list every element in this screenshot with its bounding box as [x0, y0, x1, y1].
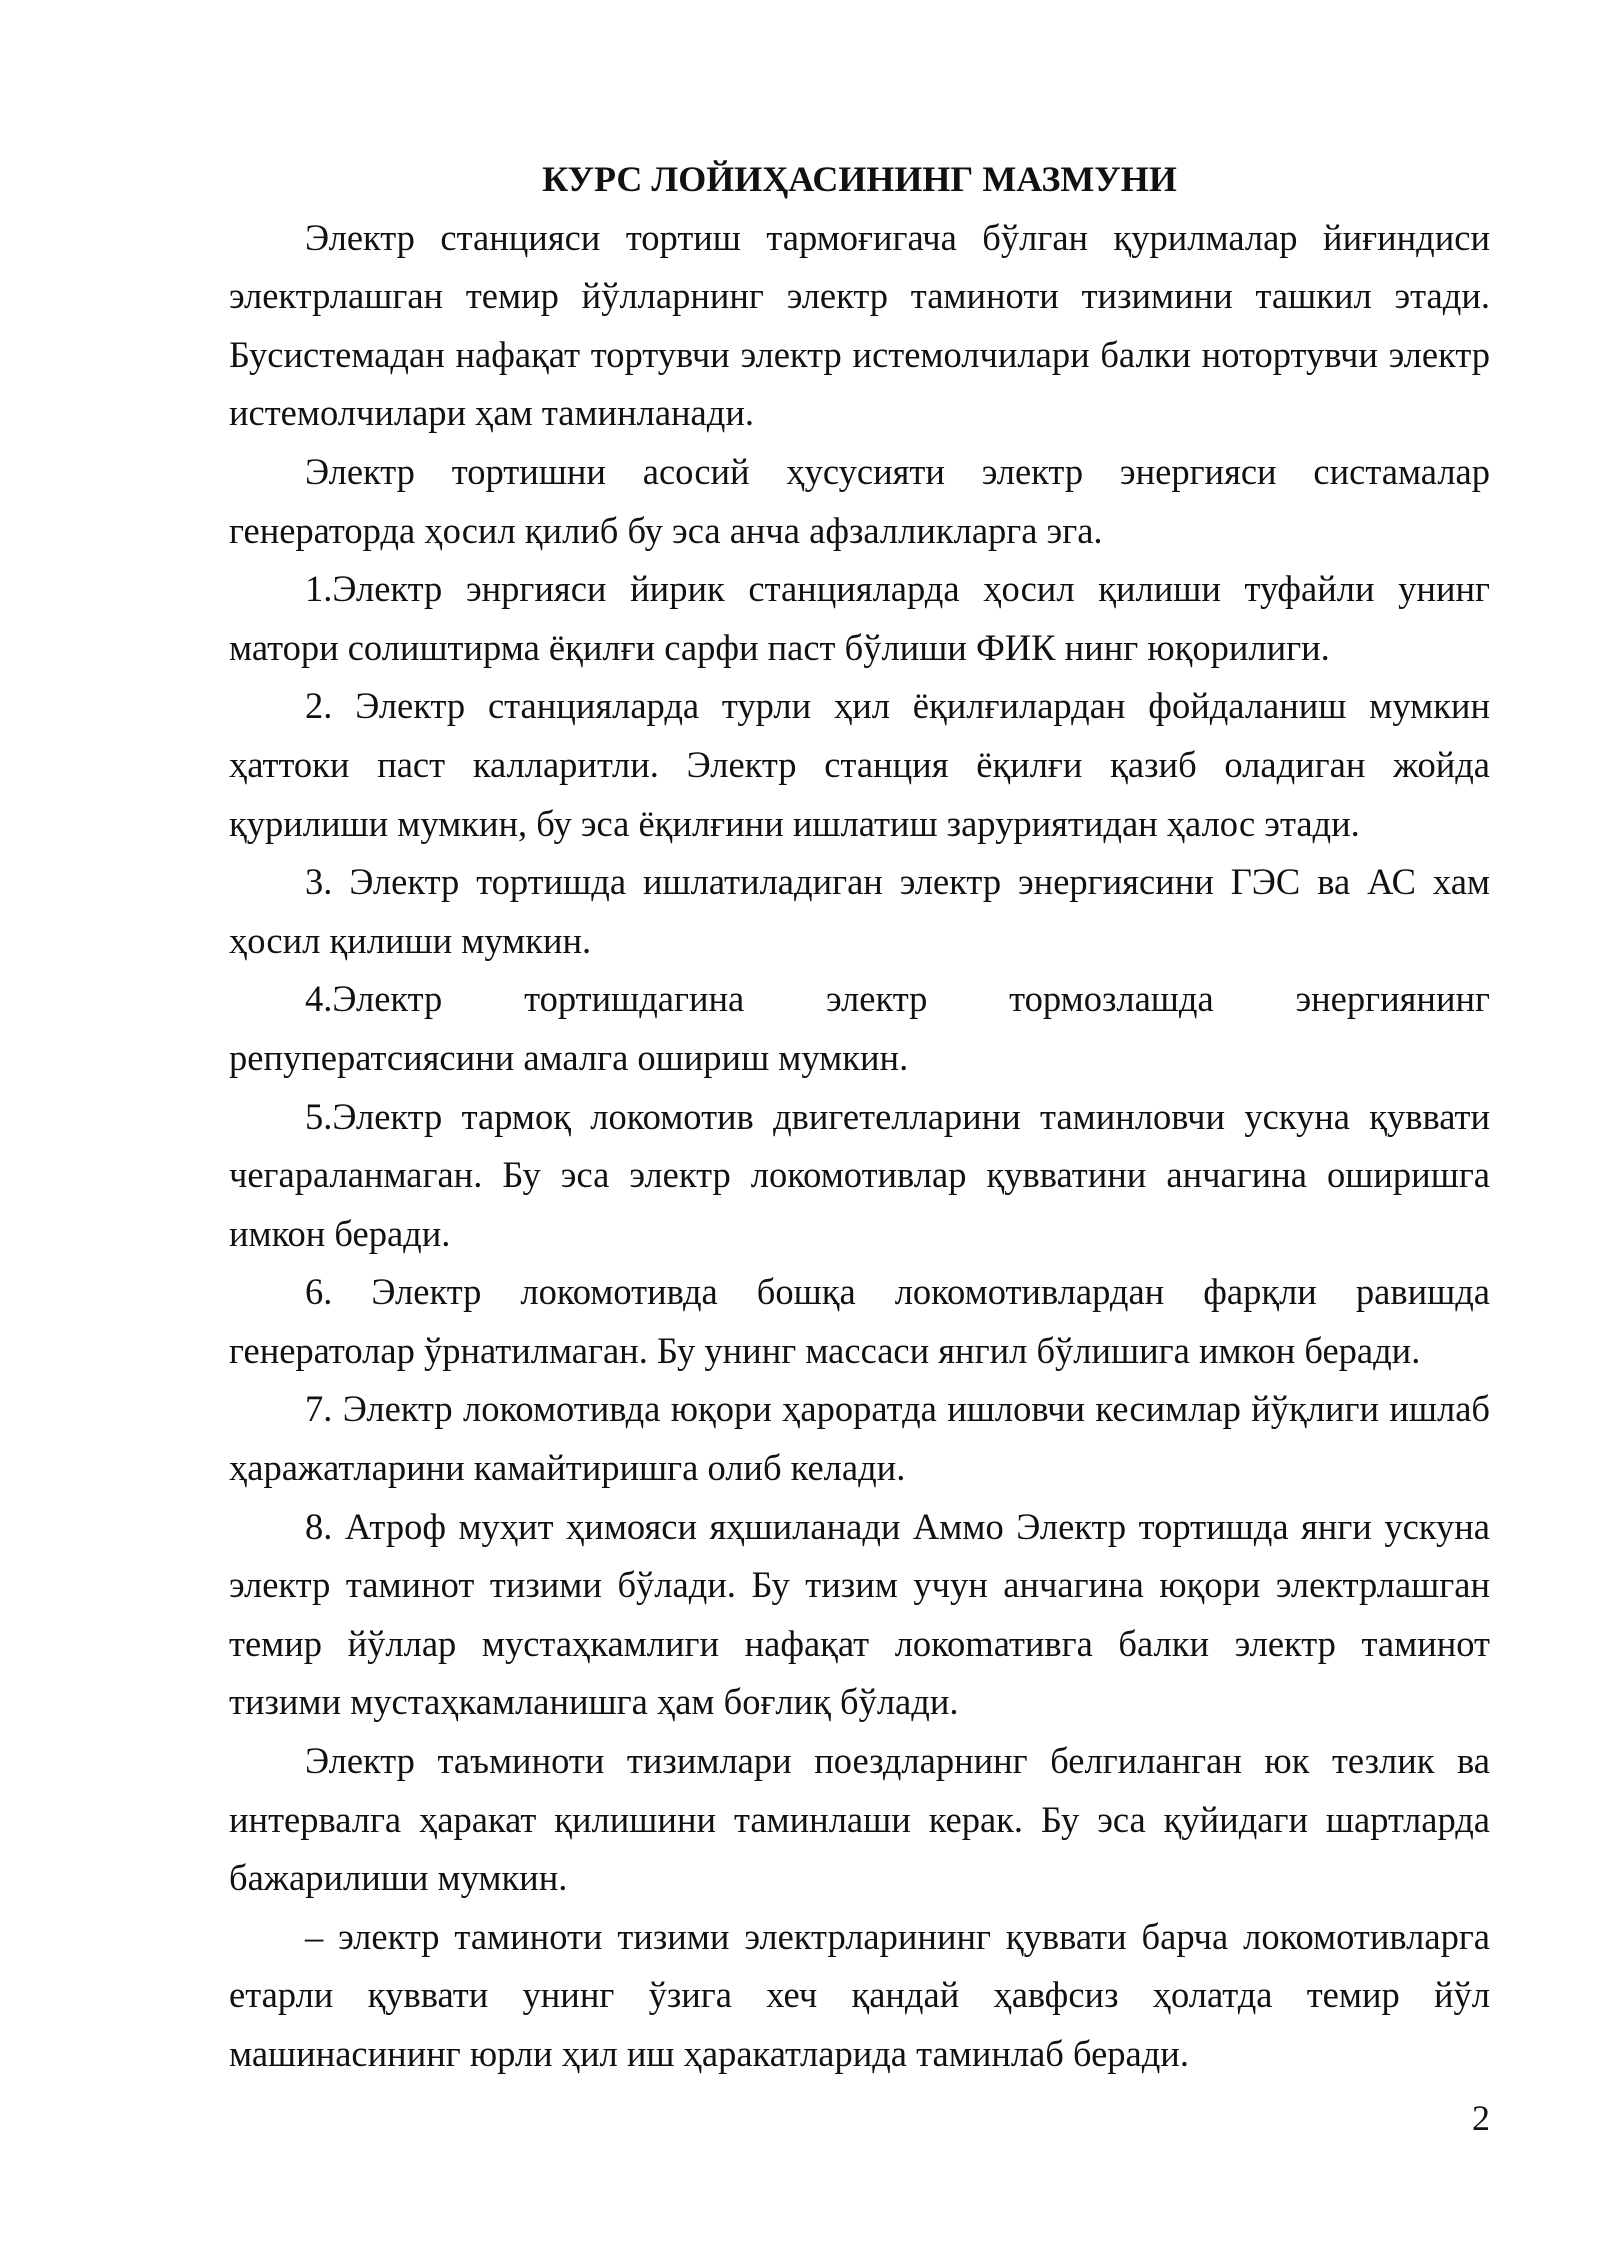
paragraph-item-6: 6. Электр локомотивда бошқа локомотивлардан фарқли равишда генератолар ўрнатилмаган. Бу унинг массаси янгил бўлишига имкон беради. — [229, 1271, 1490, 1371]
paragraph-main-feature: Электр тортишни асосий ҳусусияти электр энергияси систамалар генераторда ҳосил қилиб бу эса анча афзалликларга эга. — [229, 450, 1490, 551]
paragraph-item-5: 5.Электр тармоқ локомотив двигетелларини таминловчи ускуна қуввати чегараланмаган. Бу эса электр локомотивлар қувватини анчагина оширишга имкон беради. — [229, 1095, 1490, 1254]
paragraph-item-1: 1.Электр энргияси йирик станцияларда ҳосил қилиши туфайли унинг матори солиштирма ёқилғи сарфи паст бўлиши ФИК нинг юқорилиги. — [229, 568, 1490, 668]
paragraph-item-8: 8. Атроф муҳит ҳимояси яҳшиланади Аммо Электр тортишда янги ускуна электр таминот тизими бўлади. Бу тизим учун анчагина юқори электрлашган темир йўллар мустаҳкамлиги нафақат локоmативга балки электр таминот тизими мустаҳкамланишга ҳам боғлиқ бўлади. — [229, 1505, 1490, 1723]
paragraph-item-2: 2. Электр станцияларда турли ҳил ёқилғилардан фойдаланиш мумкин ҳаттоки паст калларитли. Электр станция ёқилғи қазиб оладиган жойда қурилиши мумкин, бу эса ёқилғини ишлатиш заруриятидан ҳалос этади. — [229, 685, 1490, 844]
paragraph-requirements: Электр таъминоти тизимлари поездларнинг белгиланган юк тезлик ва интервалга ҳаракат қилишини таминлаши керак. Бу эса қуйидаги шартларда бажарилиши мумкин. — [229, 1740, 1490, 1899]
page-number: 2 — [1472, 2098, 1490, 2138]
paragraph-item-7: 7. Электр локомотивда юқори ҳароратда ишловчи кесимлар йўқлиги ишлаб ҳаражатларини камайтиришга олиб келади. — [229, 1388, 1490, 1489]
page-content — [229, 150, 1490, 2084]
paragraph-intro: Электр станцияси тортиш тармоғигача бўлган қурилмалар йиғиндиси электрлашган темир йўлларнинг электр таминоти тизимини ташкил этади. Бусистемадан нафақат тортувчи электр истемолчилари балки нотортувчи электр истемолчилари ҳам таминланади. — [229, 216, 1490, 434]
paragraph-dash-item: – электр таминоти тизими электрларининг қуввати барча локомотивларга етарли қуввати унинг ўзига хеч қандай ҳавфсиз ҳолатда темир йўл машинасининг юрли ҳил иш ҳаракатларида таминлаб беради. — [229, 1915, 1490, 2074]
paragraph-item-3: 3. Электр тортишда ишлатиладиган электр энергиясини ГЭС ва АС хам ҳосил қилиши мумкин. — [229, 861, 1490, 961]
page-title: КУРС ЛОЙИҲАСИНИНГ МАЗМУНИ — [542, 159, 1177, 199]
paragraph-item-4: 4.Электр тортишдагина электр тормозлашда энергиянинг репуператсиясини амалга ошириш мумкин. — [229, 978, 1490, 1078]
